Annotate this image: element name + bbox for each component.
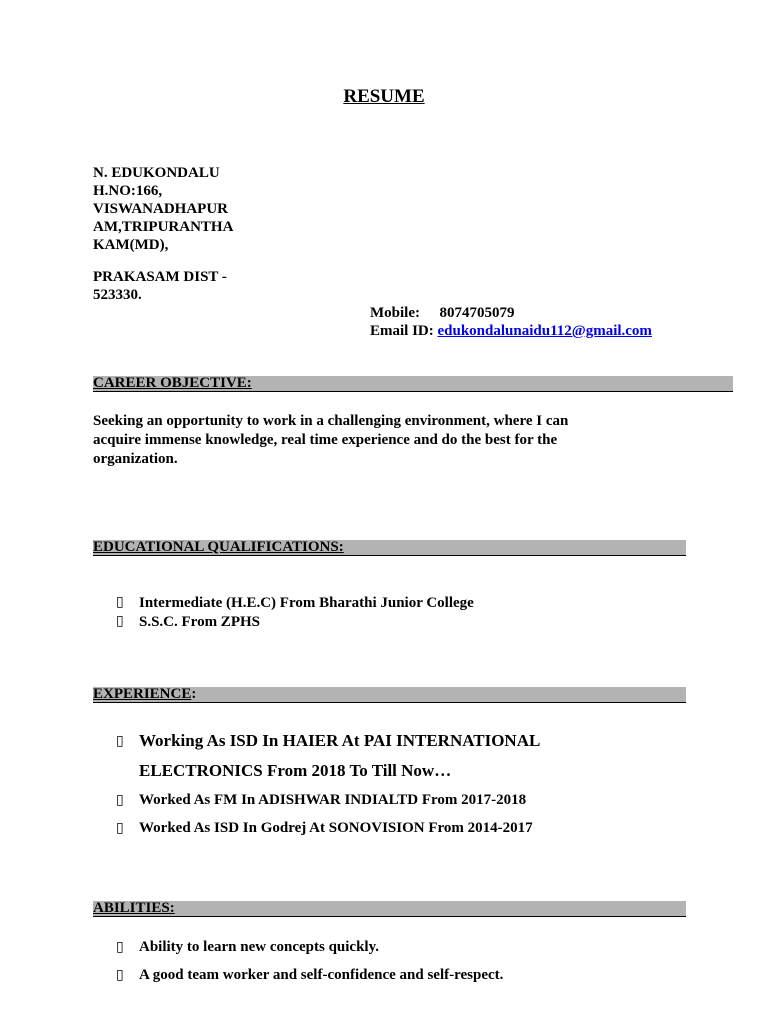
list-item-continuation: ELECTRONICS From 2018 To Till Now… xyxy=(139,761,452,780)
career-objective-heading xyxy=(93,376,733,392)
address-line-2: VISWANADHAPUR xyxy=(93,201,229,217)
experience-heading-text: EXPERIENCE xyxy=(93,686,192,702)
district-line-2: 523330. xyxy=(93,287,142,303)
list-item: S.S.C. From ZPHS xyxy=(139,614,260,630)
address-line-4: KAM(MD), xyxy=(93,237,169,253)
applicant-name: N. EDUKONDALU xyxy=(93,165,220,181)
career-objective-text xyxy=(93,412,568,469)
address-line-1: H.NO:166, xyxy=(93,183,163,199)
email-link[interactable]: edukondalunaidu112@gmail.com xyxy=(437,323,652,339)
career-line: Seeking an opportunity to work in a challenging environment, where I can xyxy=(93,413,569,429)
mobile-row xyxy=(370,304,515,322)
mobile-number: 8074705079 xyxy=(439,305,515,321)
list-item: Working As ISD In HAIER At PAI INTERNATIONAL xyxy=(139,731,541,750)
career-line: organization. xyxy=(93,451,178,467)
bullet-icon: ▯ xyxy=(116,968,124,983)
bullet-icon: ▯ xyxy=(116,595,124,610)
email-row xyxy=(370,322,652,340)
experience-list xyxy=(0,730,768,840)
district-line-1: PRAKASAM DIST - xyxy=(93,269,227,285)
page-title: RESUME xyxy=(343,86,425,107)
address-line-3: AM,TRIPURANTHA xyxy=(93,219,234,235)
experience-heading xyxy=(93,687,686,703)
education-heading xyxy=(93,540,686,556)
bullet-icon: ▯ xyxy=(116,614,124,629)
bullet-icon: ▯ xyxy=(116,734,124,749)
list-item: Worked As ISD In Godrej At SONOVISION From 2014-2017 xyxy=(139,820,533,836)
email-label: Email ID: xyxy=(370,323,434,339)
abilities-heading xyxy=(93,901,686,917)
career-line: acquire immense knowledge, real time experience and do the best for the xyxy=(93,432,558,448)
bullet-icon: ▯ xyxy=(116,821,124,836)
mobile-label: Mobile: xyxy=(370,305,420,321)
list-item: A good team worker and self-confidence and self-respect. xyxy=(139,967,504,983)
career-objective-heading-text: CAREER OBJECTIVE: xyxy=(93,375,252,391)
list-item: Worked As FM In ADISHWAR INDIALTD From 2017-2018 xyxy=(139,792,527,808)
bullet-icon: ▯ xyxy=(116,793,124,808)
abilities-list xyxy=(0,938,768,988)
experience-heading-colon: : xyxy=(191,686,197,702)
education-list xyxy=(0,594,768,634)
bullet-icon: ▯ xyxy=(116,940,124,955)
education-heading-text: EDUCATIONAL QUALIFICATIONS: xyxy=(93,539,344,555)
list-item: Intermediate (H.E.C) From Bharathi Junior College xyxy=(139,595,474,611)
abilities-heading-text: ABILITIES: xyxy=(93,900,175,916)
list-item: Ability to learn new concepts quickly. xyxy=(139,939,380,955)
